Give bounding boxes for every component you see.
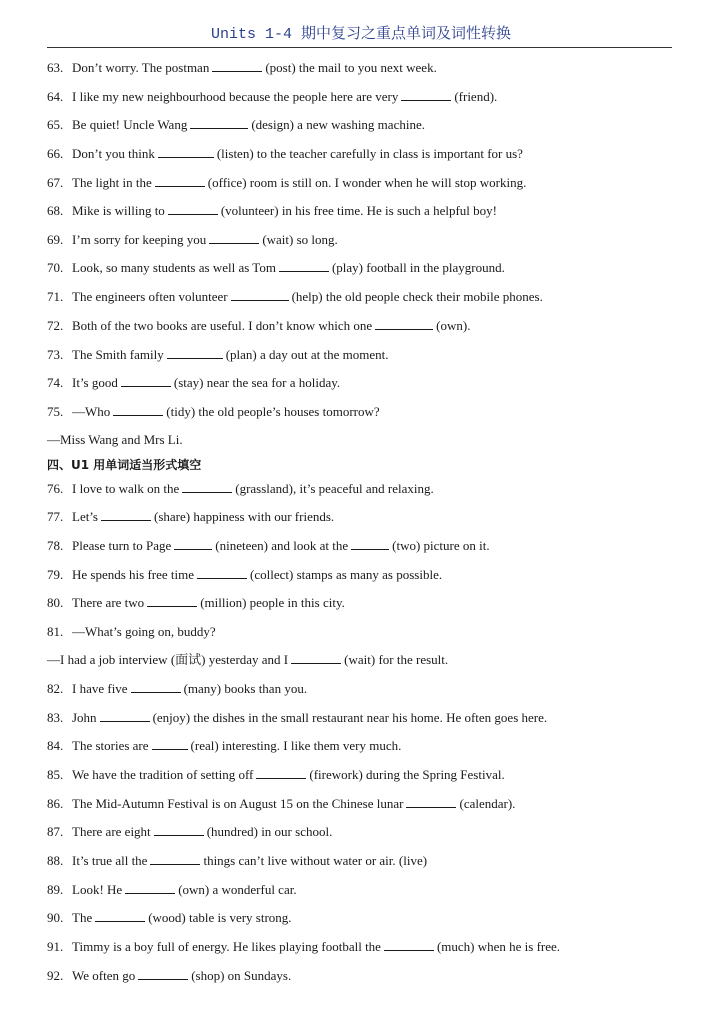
- question-text: (many) books than you.: [183, 681, 308, 696]
- question-number: 73.: [47, 347, 64, 362]
- answer-blank[interactable]: [291, 651, 341, 664]
- question-text: (friend).: [454, 89, 498, 104]
- answer-blank[interactable]: [100, 709, 150, 722]
- question-number: 63.: [47, 60, 64, 75]
- answer-blank[interactable]: [150, 852, 200, 865]
- question-number: 68.: [47, 203, 64, 218]
- question-item: [47, 937, 560, 957]
- question-number: 79.: [47, 567, 64, 582]
- question-number: 90.: [47, 910, 64, 925]
- question-text: (hundred) in our school.: [206, 824, 333, 839]
- question-text: Don’t you think: [72, 146, 155, 161]
- answer-blank[interactable]: [154, 823, 204, 836]
- question-text: (design) a new washing machine.: [251, 117, 425, 132]
- answer-blank[interactable]: [279, 259, 329, 272]
- question-item: [47, 822, 332, 842]
- question-text: —What’s going on, buddy?: [72, 624, 216, 639]
- question-text: Let’s: [72, 509, 98, 524]
- question-text: (play) football in the playground.: [331, 260, 505, 275]
- question-text: —I had a job interview (面试) yesterday and I: [47, 652, 289, 667]
- answer-blank[interactable]: [212, 59, 262, 72]
- question-text: Both of the two books are useful. I don’t know which one: [72, 318, 373, 333]
- question-text: The: [72, 910, 93, 925]
- question-number: 67.: [47, 175, 64, 190]
- question-text: (million) people in this city.: [200, 595, 345, 610]
- question-number: 89.: [47, 882, 64, 897]
- question-text: (collect) stamps as many as possible.: [250, 567, 443, 582]
- question-number: 92.: [47, 968, 64, 983]
- question-text: (grassland), it’s peaceful and relaxing.: [235, 481, 434, 496]
- question-item: [47, 851, 427, 871]
- question-item: [47, 201, 497, 221]
- question-item: [47, 58, 437, 78]
- question-number: 75.: [47, 404, 64, 419]
- answer-blank[interactable]: [182, 480, 232, 493]
- question-number: 70.: [47, 260, 64, 275]
- answer-blank[interactable]: [113, 403, 163, 416]
- question-item: [47, 115, 425, 135]
- question-item: [47, 622, 216, 642]
- answer-blank[interactable]: [168, 202, 218, 215]
- answer-blank[interactable]: [167, 346, 223, 359]
- question-text: (plan) a day out at the moment.: [225, 347, 389, 362]
- question-number: 69.: [47, 232, 64, 247]
- answer-blank[interactable]: [384, 938, 434, 951]
- section-heading: 四、U1 用单词适当形式填空: [47, 458, 202, 472]
- question-item: [47, 479, 434, 499]
- question-text: (own).: [436, 318, 471, 333]
- question-number: 85.: [47, 767, 64, 782]
- question-text: The stories are: [72, 738, 149, 753]
- dialogue-reply: [47, 650, 448, 670]
- question-text: (help) the old people check their mobile phones.: [291, 289, 543, 304]
- question-text: (share) happiness with our friends.: [154, 509, 335, 524]
- question-text: Don’t worry. The postman: [72, 60, 210, 75]
- question-text: The Smith family: [72, 347, 164, 362]
- question-item: [47, 402, 380, 422]
- question-text: (much) when he is free.: [436, 939, 561, 954]
- answer-blank[interactable]: [147, 594, 197, 607]
- question-text: (office) room is still on. I wonder when he will stop working.: [207, 175, 527, 190]
- question-text: There are two: [72, 595, 145, 610]
- answer-blank[interactable]: [209, 231, 259, 244]
- question-item: [47, 536, 490, 556]
- question-text: (real) interesting. I like them very much.: [190, 738, 402, 753]
- question-text: He spends his free time: [72, 567, 195, 582]
- question-text: Be quiet! Uncle Wang: [72, 117, 188, 132]
- question-text: (stay) near the sea for a holiday.: [173, 375, 341, 390]
- question-text: Look! He: [72, 882, 123, 897]
- question-text: (firework) during the Spring Festival.: [309, 767, 505, 782]
- question-item: [47, 316, 470, 336]
- question-item: [47, 593, 345, 613]
- question-item: [47, 908, 292, 928]
- question-text: The Mid-Autumn Festival is on August 15 on the Chinese lunar: [72, 796, 404, 811]
- question-text: (volunteer) in his free time. He is such a helpful boy!: [220, 203, 497, 218]
- question-text: We have the tradition of setting off: [72, 767, 254, 782]
- question-text: It’s true all the: [72, 853, 148, 868]
- question-number: 87.: [47, 824, 64, 839]
- answer-blank[interactable]: [131, 680, 181, 693]
- question-item: [47, 87, 497, 107]
- question-number: 83.: [47, 710, 64, 725]
- question-text: (wait) so long.: [262, 232, 338, 247]
- question-text: John: [72, 710, 97, 725]
- question-number: 81.: [47, 624, 64, 639]
- answer-blank[interactable]: [101, 508, 151, 521]
- answer-blank[interactable]: [351, 537, 389, 550]
- question-number: 86.: [47, 796, 64, 811]
- answer-blank[interactable]: [406, 795, 456, 808]
- question-item: [47, 230, 338, 250]
- question-item: [47, 173, 526, 193]
- question-text: (nineteen) and look at the: [215, 538, 349, 553]
- answer-blank[interactable]: [152, 737, 188, 750]
- question-number: 82.: [47, 681, 64, 696]
- question-text: Timmy is a boy full of energy. He likes playing football the: [72, 939, 381, 954]
- question-item: [47, 565, 442, 585]
- question-text: Look, so many students as well as Tom: [72, 260, 276, 275]
- question-item: [47, 966, 291, 986]
- answer-blank[interactable]: [190, 116, 248, 129]
- question-text: I love to walk on the: [72, 481, 180, 496]
- question-text: Mike is willing to: [72, 203, 165, 218]
- question-number: 77.: [47, 509, 64, 524]
- question-text: The engineers often volunteer: [72, 289, 228, 304]
- question-text: (post) the mail to you next week.: [265, 60, 437, 75]
- question-text: (two) picture on it.: [392, 538, 490, 553]
- question-item: [47, 679, 307, 699]
- question-item: [47, 736, 401, 756]
- question-text: (tidy) the old people’s houses tomorrow?: [166, 404, 380, 419]
- question-number: 76.: [47, 481, 64, 496]
- page-title: Units 1-4 期中复习之重点单词及词性转换: [210, 26, 512, 43]
- question-text: Please turn to Page: [72, 538, 172, 553]
- question-text: We often go: [72, 968, 136, 983]
- question-text: (calendar).: [459, 796, 516, 811]
- question-text: —Who: [72, 404, 111, 419]
- question-number: 72.: [47, 318, 64, 333]
- question-number: 66.: [47, 146, 64, 161]
- header-divider: [47, 47, 672, 48]
- question-number: 80.: [47, 595, 64, 610]
- question-number: 88.: [47, 853, 64, 868]
- question-text: There are eight: [72, 824, 151, 839]
- answer-blank[interactable]: [121, 374, 171, 387]
- question-text: I’m sorry for keeping you: [72, 232, 207, 247]
- answer-blank[interactable]: [401, 88, 451, 101]
- question-item: [47, 258, 505, 278]
- question-text: (own) a wonderful car.: [178, 882, 297, 897]
- question-number: 91.: [47, 939, 64, 954]
- question-text: I like my new neighbourhood because the people here are very: [72, 89, 399, 104]
- question-text: (wood) table is very strong.: [148, 910, 292, 925]
- question-number: 64.: [47, 89, 64, 104]
- question-item: [47, 287, 543, 307]
- question-item: [47, 794, 515, 814]
- question-text: (shop) on Sundays.: [191, 968, 292, 983]
- answer-blank[interactable]: [197, 566, 247, 579]
- question-text: (listen) to the teacher carefully in class is important for us?: [216, 146, 523, 161]
- question-item: [47, 708, 547, 728]
- question-text: I have five: [72, 681, 128, 696]
- answer-blank[interactable]: [125, 881, 175, 894]
- answer-blank[interactable]: [158, 145, 214, 158]
- question-text: things can’t live without water or air. (live): [203, 853, 428, 868]
- question-number: 71.: [47, 289, 64, 304]
- question-item: [47, 144, 523, 164]
- question-text: The light in the: [72, 175, 152, 190]
- question-number: 78.: [47, 538, 64, 553]
- question-text: (enjoy) the dishes in the small restaurant near his home. He often goes here.: [152, 710, 548, 725]
- question-item: [47, 765, 505, 785]
- question-number: 84.: [47, 738, 64, 753]
- answer-blank[interactable]: [256, 766, 306, 779]
- question-text: (wait) for the result.: [344, 652, 449, 667]
- answer-blank[interactable]: [174, 537, 212, 550]
- question-number: 65.: [47, 117, 64, 132]
- answer-blank[interactable]: [138, 967, 188, 980]
- dialogue-reply: —Miss Wang and Mrs Li.: [47, 432, 183, 447]
- question-item: [47, 507, 334, 527]
- question-item: [47, 345, 389, 365]
- question-number: 74.: [47, 375, 64, 390]
- answer-blank[interactable]: [95, 909, 145, 922]
- question-item: [47, 880, 297, 900]
- answer-blank[interactable]: [231, 288, 289, 301]
- answer-blank[interactable]: [375, 317, 433, 330]
- question-item: [47, 373, 340, 393]
- question-text: It’s good: [72, 375, 118, 390]
- answer-blank[interactable]: [155, 174, 205, 187]
